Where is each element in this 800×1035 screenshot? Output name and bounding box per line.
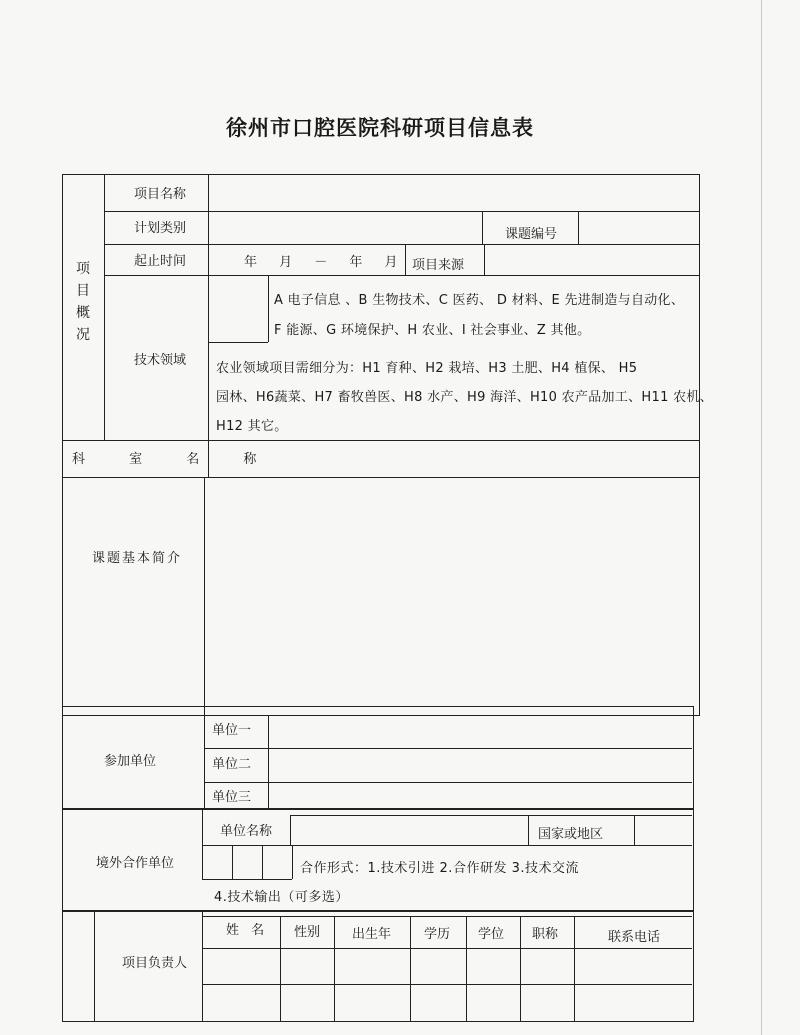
agri-note-line1: 农业领域项目需细分为：H1 育种、H2 栽培、H3 土肥、H4 植保、 H5 <box>216 361 638 376</box>
project-name-label: 项目名称 <box>134 187 187 202</box>
plan-type-label: 计划类别 <box>134 221 187 236</box>
agri-note-line3: H12 其它。 <box>216 419 288 434</box>
page-edge <box>761 0 762 1035</box>
tech-field-options-line1: A 电子信息 、B 生物技术、C 医药、 D 材料、E 先进制造与自动化、 <box>274 293 685 308</box>
leader-label: 项目负责人 <box>122 956 188 971</box>
coop-form-options: 合作形式：1.技术引进 2.合作研发 3.技术交流 <box>300 861 579 876</box>
header-degree: 学位 <box>478 927 505 942</box>
period-label: 起止时间 <box>134 254 187 269</box>
coop-checkbox-3[interactable] <box>264 847 291 878</box>
coop-form-option-4: 4.技术输出（可多选） <box>214 890 349 905</box>
overseas-unit-name-field[interactable] <box>292 817 526 844</box>
unit-one-field[interactable] <box>270 717 690 747</box>
participants-label: 参加单位 <box>104 754 157 769</box>
header-birth-year: 出生年 <box>352 927 392 942</box>
summary-field[interactable] <box>206 479 698 712</box>
country-label: 国家或地区 <box>538 827 604 842</box>
unit-three-field[interactable] <box>270 784 690 808</box>
project-name-field[interactable] <box>210 176 698 210</box>
source-field[interactable] <box>486 246 698 274</box>
unit-two-label: 单位二 <box>212 757 252 772</box>
coop-checkbox-2[interactable] <box>234 847 261 878</box>
period-value[interactable]: 年 月 － 年 月 <box>244 255 407 270</box>
overseas-unit-name-label: 单位名称 <box>220 824 273 839</box>
summary-label: 课题基本简介 <box>92 551 183 566</box>
unit-three-label: 单位三 <box>212 790 252 805</box>
topic-number-label: 课题编号 <box>505 227 558 242</box>
tech-field-label: 技术领域 <box>134 353 187 368</box>
header-name: 姓 名 <box>226 923 269 938</box>
topic-number-field[interactable] <box>580 213 698 243</box>
department-field[interactable] <box>210 442 698 476</box>
header-gender: 性别 <box>294 925 321 940</box>
header-education: 学历 <box>424 927 451 942</box>
tech-field-options-line2: F 能源、G 环境保护、H 农业、I 社会事业、Z 其他。 <box>274 323 591 338</box>
header-phone: 联系电话 <box>608 930 661 945</box>
page-title: 徐州市口腔医院科研项目信息表 <box>226 116 534 140</box>
unit-one-label: 单位一 <box>212 723 252 738</box>
coop-checkbox-1[interactable] <box>204 847 231 878</box>
overview-label: 项目概况 <box>76 261 90 343</box>
plan-type-field[interactable] <box>210 213 480 243</box>
source-label: 项目来源 <box>412 258 465 273</box>
unit-two-field[interactable] <box>270 750 690 780</box>
header-title: 职称 <box>532 927 559 942</box>
country-field[interactable] <box>636 817 692 844</box>
agri-note-line2: 园林、H6蔬菜、H7 畜牧兽医、H8 水产、H9 海洋、H10 农产品加工、H11 农机、 <box>216 390 713 405</box>
overseas-label: 境外合作单位 <box>96 856 175 871</box>
department-label: 科 室 名 称 <box>72 452 277 467</box>
tech-field-checkbox[interactable] <box>210 277 266 341</box>
leader-row-2[interactable] <box>204 986 692 1020</box>
leader-row-1[interactable] <box>204 950 692 983</box>
